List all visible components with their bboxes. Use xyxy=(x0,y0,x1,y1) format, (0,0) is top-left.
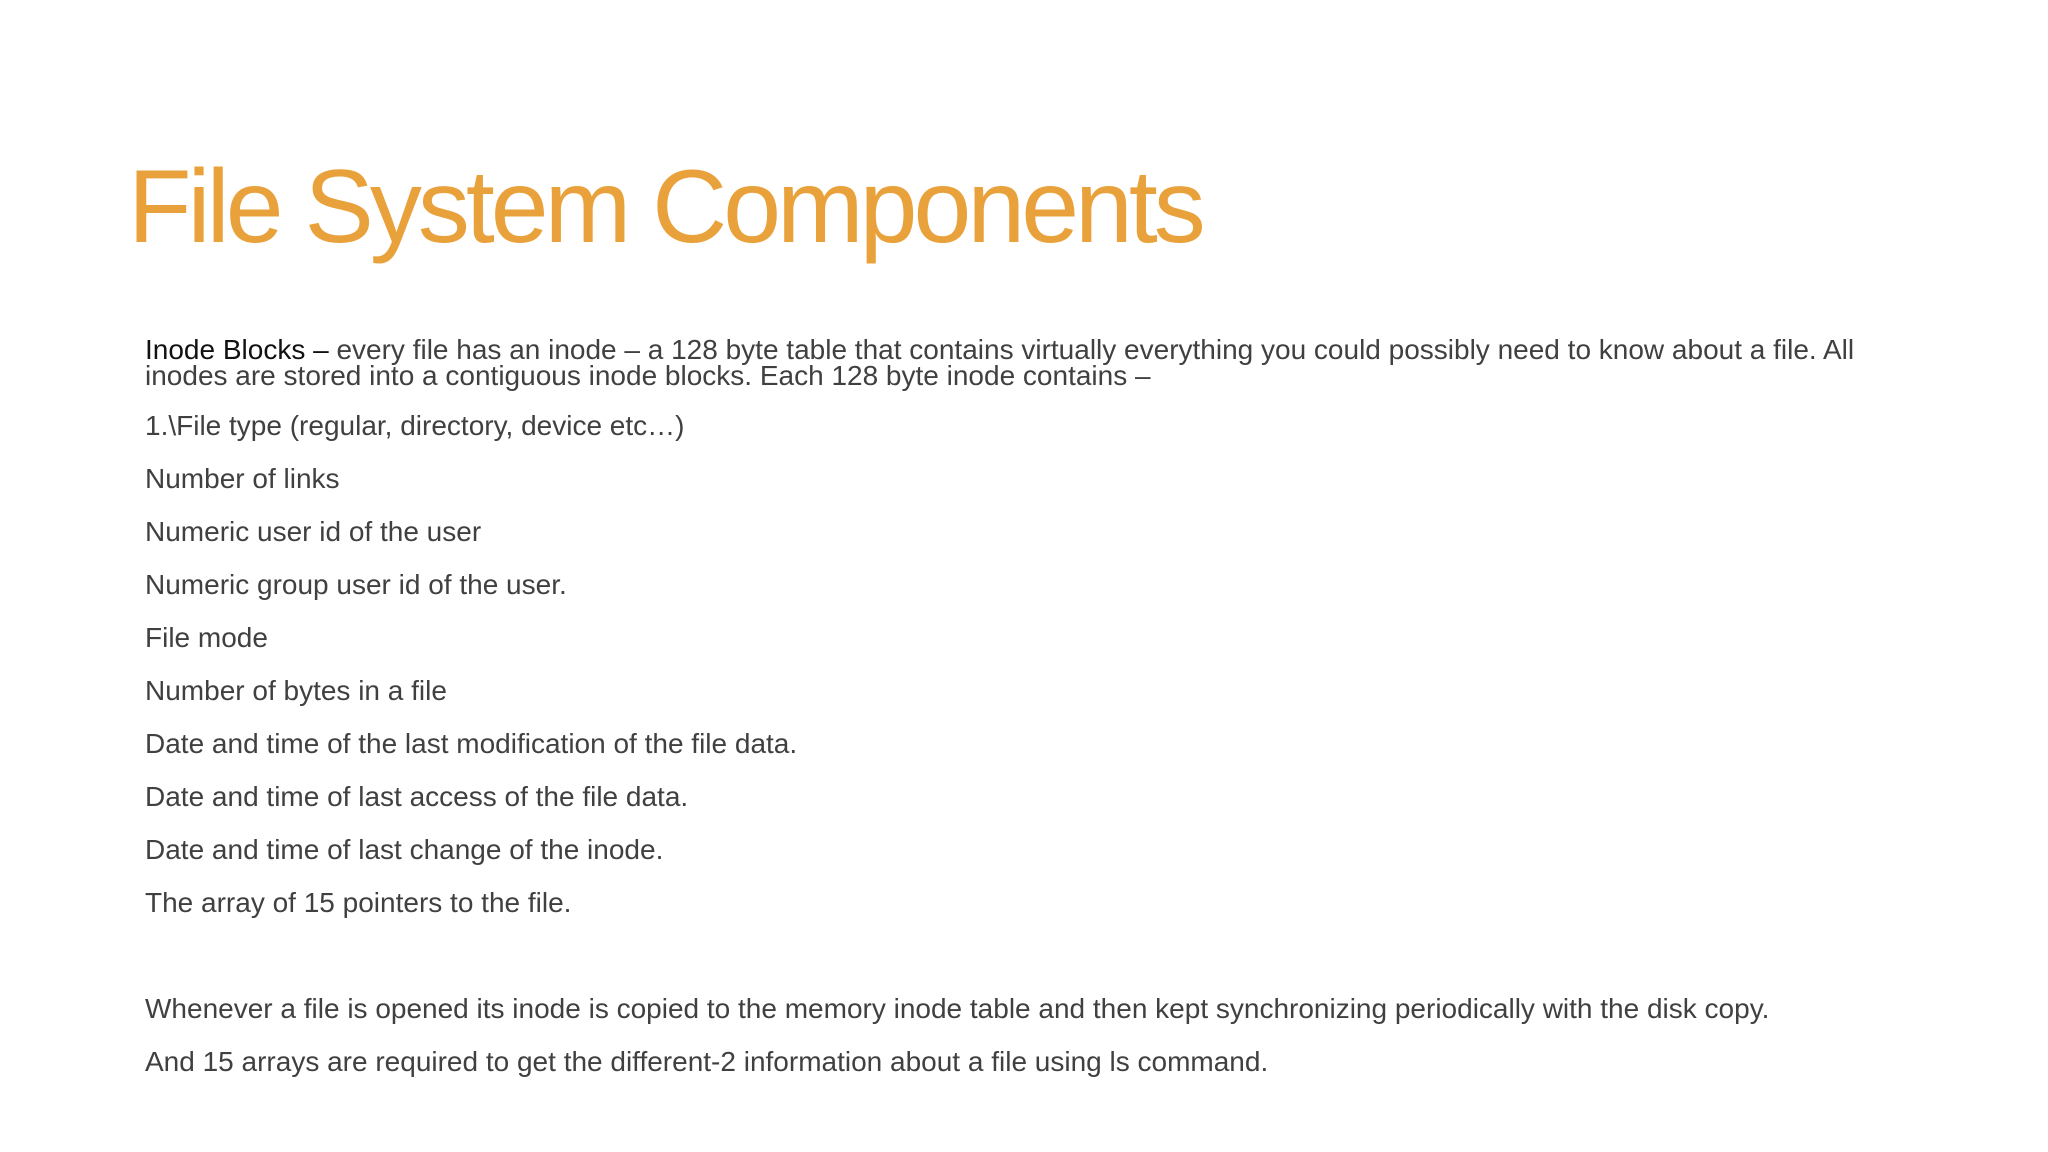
list-item: 1.\File type (regular, directory, device etc…) xyxy=(145,410,685,441)
intro-paragraph xyxy=(145,334,1925,391)
intro-text: every file has an inode – a 128 byte table that contains virtually everything you could possibly need to know about a file. All inodes are stored into a contiguous inode blocks. Each 128 byte inode contains – xyxy=(145,334,1855,391)
list-item: The array of 15 pointers to the file. xyxy=(145,887,572,918)
slide-body xyxy=(145,334,1925,1102)
slide-title: File System Components xyxy=(128,149,1202,265)
list-item: Number of links xyxy=(145,463,340,494)
list-item: File mode xyxy=(145,622,268,653)
list-item: Numeric user id of the user xyxy=(145,516,482,547)
note-paragraph: Whenever a file is opened its inode is copied to the memory inode table and then kept synchronizing periodically with the disk copy. xyxy=(145,993,1770,1024)
list-item: Number of bytes in a file xyxy=(145,675,447,706)
list-item: Date and time of last change of the inode. xyxy=(145,834,664,865)
list-item: Numeric group user id of the user. xyxy=(145,569,567,600)
list-item: Date and time of last access of the file data. xyxy=(145,781,689,812)
list-item: Date and time of the last modification of the file data. xyxy=(145,728,798,759)
intro-lead: Inode Blocks – xyxy=(145,334,329,365)
note-paragraph: And 15 arrays are required to get the different-2 information about a file using ls command. xyxy=(145,1046,1269,1077)
inode-field-list xyxy=(145,410,1925,943)
spacer xyxy=(145,943,1925,996)
